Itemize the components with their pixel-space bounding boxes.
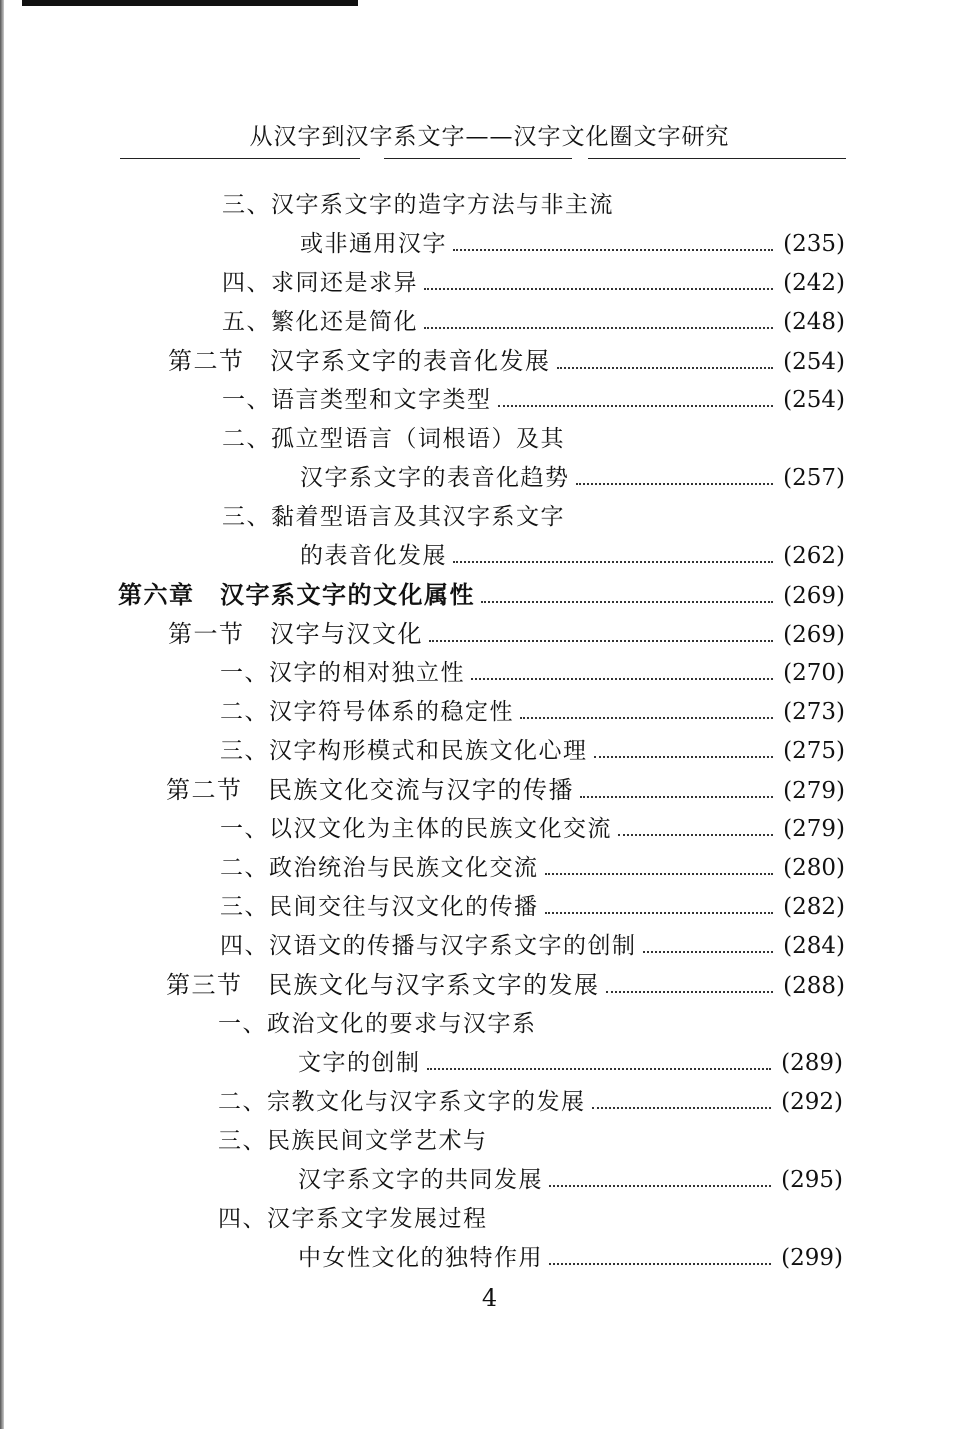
- toc-entry: [220, 695, 845, 729]
- toc-entry-label: 一、以汉文化为主体的民族文化交流: [220, 816, 612, 842]
- toc-page-number: (279): [783, 778, 845, 804]
- toc-dot-leader: [545, 872, 774, 875]
- toc-dot-leader: [594, 755, 774, 758]
- toc-entry-label: 四、求同还是求异: [222, 270, 418, 296]
- toc-page-number: (280): [783, 855, 845, 881]
- toc-page-number: (295): [781, 1167, 843, 1193]
- toc-section-entry: [168, 344, 845, 378]
- toc-section-entry: [168, 617, 845, 651]
- toc-page-number: (254): [783, 387, 845, 413]
- toc-page-number: (284): [783, 933, 845, 959]
- toc-entry-label: 一、语言类型和文字类型: [222, 387, 492, 413]
- toc-dot-leader: [498, 404, 774, 407]
- toc-dot-leader: [481, 600, 773, 603]
- toc-dot-leader: [643, 950, 774, 953]
- page-number: 4: [481, 1284, 498, 1312]
- toc-entry-label: 第六章 汉字系文字的文化属性: [118, 581, 475, 609]
- toc-entry-label: 一、汉字的相对独立性: [220, 660, 465, 686]
- toc-entry-label: 文字的创制: [298, 1050, 421, 1076]
- toc-entry-label: 第二节 汉字系文字的表音化发展: [168, 347, 551, 375]
- toc-entry: [222, 500, 845, 534]
- running-header-title: 从汉字到汉字系文字——汉字文化圈文字研究: [249, 124, 730, 150]
- toc-entry: [218, 1202, 843, 1236]
- toc-dot-leader: [424, 287, 773, 290]
- toc-dot-leader: [545, 911, 774, 914]
- toc-entry: [222, 305, 845, 339]
- toc-dot-leader: [424, 326, 773, 329]
- toc-page-number: (299): [781, 1245, 843, 1271]
- toc-dot-leader: [606, 990, 774, 993]
- toc-page-number: (242): [783, 270, 845, 296]
- toc-page-number: (289): [781, 1050, 843, 1076]
- toc-page-number: (262): [783, 543, 845, 569]
- toc-entry-label: 中女性文化的独特作用: [298, 1245, 543, 1271]
- toc-entry-label: 第一节 汉字与汉文化: [168, 620, 423, 648]
- toc-entry: [218, 1085, 843, 1119]
- toc-section-entry: [166, 773, 845, 807]
- toc-entry-label: 三、黏着型语言及其汉字系文字: [222, 504, 565, 530]
- toc-page-number: (235): [783, 231, 845, 257]
- toc-chapter-entry: [118, 578, 845, 612]
- toc-entry: [218, 1124, 843, 1158]
- toc-entry-label: 汉字系文字的共同发展: [298, 1167, 543, 1193]
- toc-entry-label: 四、汉语文的传播与汉字系文字的创制: [220, 933, 637, 959]
- toc-entry-label: 四、汉字系文字发展过程: [218, 1206, 488, 1232]
- toc-entry-label: 五、繁化还是简化: [222, 309, 418, 335]
- toc-entry-label: 或非通用汉字: [300, 231, 447, 257]
- toc-page-number: (257): [783, 465, 845, 491]
- toc-dot-leader: [549, 1262, 771, 1265]
- toc-page-number: (282): [783, 894, 845, 920]
- toc-entry: [220, 890, 845, 924]
- toc-entry: [220, 929, 845, 963]
- toc-entry: [218, 1007, 843, 1041]
- toc-dot-leader: [429, 639, 773, 642]
- toc-entry: [300, 539, 845, 573]
- toc-entry: [220, 734, 845, 768]
- toc-entry: [300, 227, 845, 261]
- toc-entry: [298, 1241, 843, 1275]
- toc-entry-label: 第三节 民族文化与汉字系文字的发展: [166, 971, 600, 999]
- toc-entry: [222, 266, 845, 300]
- toc-dot-leader: [520, 716, 773, 719]
- toc-entry-label: 一、政治文化的要求与汉字系: [218, 1011, 537, 1037]
- toc-entry-label: 第二节 民族文化交流与汉字的传播: [166, 776, 574, 804]
- toc-entry: [222, 383, 845, 417]
- toc-page-number: (248): [783, 309, 845, 335]
- header-rule-middle: [384, 158, 572, 159]
- header-rule-left: [120, 158, 360, 159]
- toc-entry: [220, 812, 845, 846]
- toc-dot-leader: [427, 1067, 772, 1070]
- toc-page-number: (275): [783, 738, 845, 764]
- toc-entry-label: 三、汉字构形模式和民族文化心理: [220, 738, 588, 764]
- toc-entry-label: 三、民族民间文学艺术与: [218, 1128, 488, 1154]
- toc-dot-leader: [453, 248, 773, 251]
- toc-dot-leader: [557, 366, 774, 369]
- toc-section-entry: [166, 968, 845, 1002]
- toc-page-number: (254): [783, 349, 845, 375]
- toc-dot-leader: [471, 677, 773, 680]
- toc-entry-label: 汉字系文字的表音化趋势: [300, 465, 570, 491]
- toc-entry: [220, 656, 845, 690]
- toc-page-number: (292): [781, 1089, 843, 1115]
- toc-entry: [222, 422, 845, 456]
- scan-top-mark: [22, 0, 358, 6]
- toc-page-number: (269): [783, 583, 845, 609]
- scan-left-edge: [0, 0, 4, 1429]
- toc-page-number: (273): [783, 699, 845, 725]
- toc-dot-leader: [453, 560, 773, 563]
- toc-entry-label: 三、汉字系文字的造字方法与非主流: [222, 192, 614, 218]
- toc-entry-label: 二、孤立型语言（词根语）及其: [222, 426, 565, 452]
- toc-dot-leader: [576, 482, 774, 485]
- toc-dot-leader: [592, 1106, 772, 1109]
- toc-dot-leader: [549, 1184, 771, 1187]
- toc-entry-label: 二、汉字符号体系的稳定性: [220, 699, 514, 725]
- toc-page-number: (279): [783, 816, 845, 842]
- toc-entry-label: 二、宗教文化与汉字系文字的发展: [218, 1089, 586, 1115]
- toc-entry-label: 三、民间交往与汉文化的传播: [220, 894, 539, 920]
- header-rule-right: [588, 158, 846, 159]
- toc-entry: [222, 188, 845, 222]
- toc-entry: [298, 1163, 843, 1197]
- toc-dot-leader: [580, 795, 773, 798]
- toc-entry-label: 二、政治统治与民族文化交流: [220, 855, 539, 881]
- toc-entry: [220, 851, 845, 885]
- toc-entry: [300, 461, 845, 495]
- toc-entry-label: 的表音化发展: [300, 543, 447, 569]
- toc-page-number: (288): [783, 973, 845, 999]
- toc-page-number: (269): [783, 622, 845, 648]
- toc-dot-leader: [618, 833, 773, 836]
- toc-page-number: (270): [783, 660, 845, 686]
- toc-entry: [298, 1046, 843, 1080]
